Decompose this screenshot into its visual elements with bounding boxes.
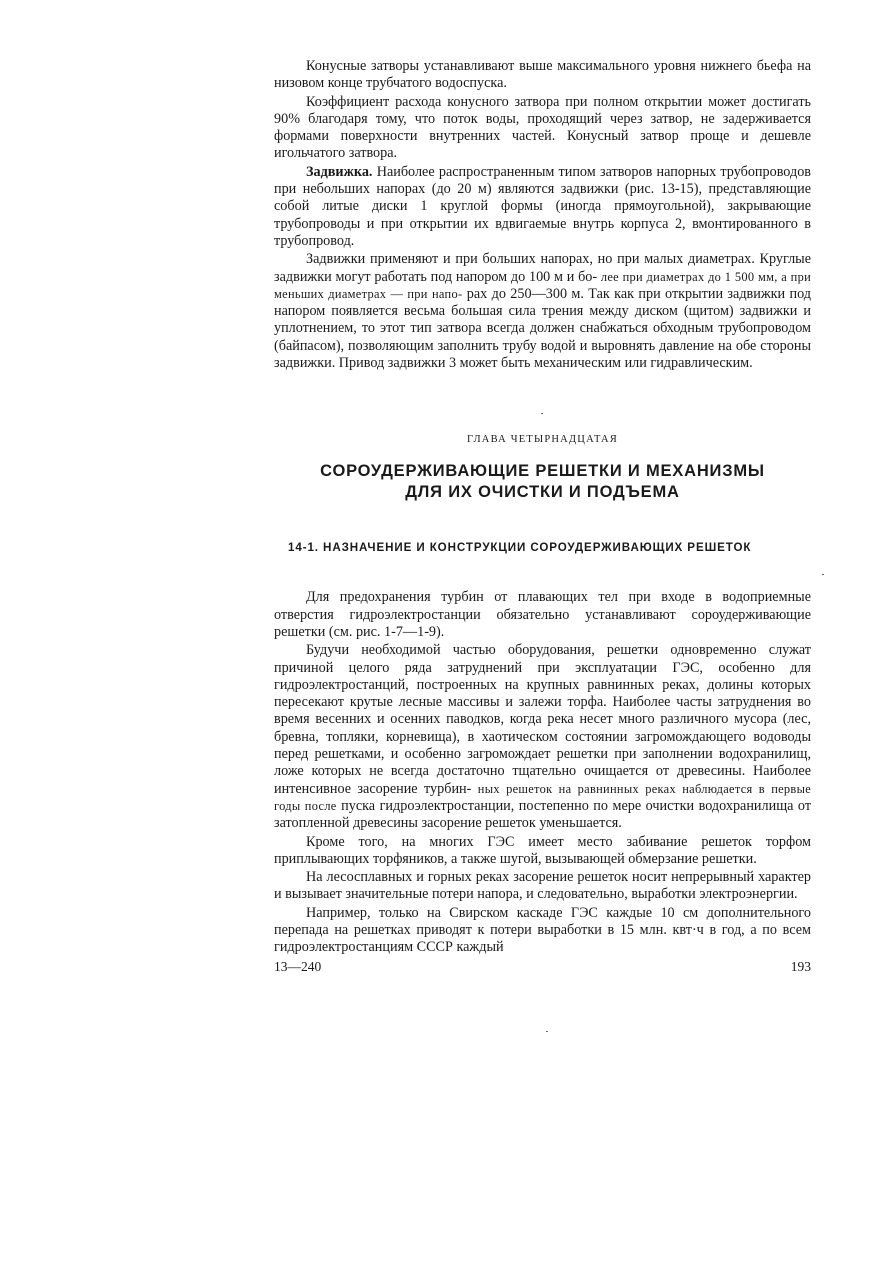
difficulties-text-b: пуска гидроэлектростанции, постепенно по мере очистки водохранилища от затопленной древесины засорение решеток уменьшается. bbox=[274, 797, 812, 832]
chapter-title-line-2: ДЛЯ ИХ ОЧИСТКИ И ПОДЪЕМА bbox=[405, 483, 680, 502]
gate-pressure-text-small: лее при диаметрах до 1 500 мм, а при меньших диаметрах — при напо- bbox=[274, 269, 811, 301]
paragraph-gate-valve-pressure bbox=[274, 251, 811, 372]
difficulties-text-small: ных решеток на равнинных реках наблюдается в первые годы после bbox=[274, 781, 812, 813]
gate-pressure-text-a: Задвижки применяют и при больших напорах, но при малых диаметрах. Круглые задвижки могут работать под напором до 100 м и бо- bbox=[274, 251, 811, 285]
paragraph-peat: Кроме того, на многих ГЭС имеет место забивание решеток торфом приплывающих торфяников, а также шугой, вызывающей обмерзание решетки. bbox=[274, 833, 811, 867]
scan-speck bbox=[822, 574, 824, 575]
paragraph-gate-valve bbox=[274, 164, 811, 250]
paragraph-cone-gates: Конусные затворы устанавливают выше максимального уровня нижнего бьефа на низовом конце трубчатого водоспуска. bbox=[274, 58, 811, 92]
paragraph-difficulties bbox=[274, 642, 811, 832]
document-page bbox=[274, 58, 811, 975]
term-gate-valve: Задвижка. bbox=[306, 163, 373, 180]
paragraph-cone-coefficient: Коэффициент расхода конусного затвора при полном открытии может достигать 90% благодаря тому, что поток воды, проходящий через затвор, не задерживается формами поверхности внутренних частей. Конусный затвор проще и дешевле игольчатого затвора. bbox=[274, 93, 811, 162]
paragraph-timber-rivers: На лесосплавных и горных реках засорение решеток носит непрерывный характер и вызывает значительные потери напора, и следовательно, выработки электроэнергии. bbox=[274, 869, 811, 903]
page-footer bbox=[274, 959, 811, 975]
chapter-label: ГЛАВА ЧЕТЫРНАДЦАТАЯ bbox=[466, 434, 619, 446]
chapter-title-line-1: СОРОУДЕРЖИВАЮЩИЕ РЕШЕТКИ И МЕХАНИЗМЫ bbox=[320, 462, 765, 481]
section-body bbox=[274, 589, 811, 956]
scan-speck bbox=[546, 1031, 548, 1032]
difficulties-text-a: Будучи необходимой частью оборудования, решетки одновременно служат причиной целого ряда затруднений при эксплуатации ГЭС, особенно для гидроэлектростанций, построенных на крупных равнинных реках, долины которых пересекают крутые лесные массивы и залежи торфа. Наиболее часты затруднения во время весенних и осенних паводков, когда река несет много различного мусора (лес, бревна, топляки, корневища), в хаотическом состоянии загромождающего водоводы перед решетками, и особенно загромождает решетки при заполнении водохранилищ, ложе которых не всегда достаточно тщательно очищается от древесины. Наиболее интенсивное засорение турбин- bbox=[274, 642, 811, 797]
paragraph-svir-example: Например, только на Свирском каскаде ГЭС каждые 10 см дополнительного перепада на решетках приводят к потери выработки в 15 млн. квт·ч в год, а по всем гидроэлектростанциям СССР каждый bbox=[274, 904, 811, 956]
chapter-title bbox=[274, 461, 811, 503]
paragraph-purpose: Для предохранения турбин от плавающих тел при входе в водоприемные отверстия гидроэлектростанции обязательно устанавливают сороудерживающие решетки (см. рис. 1-7—1-9). bbox=[274, 589, 811, 640]
gate-pressure-text-b: рах до 250—300 м. Так как при открытии задвижки под напором появляется весьма большая сила трения между диском (щитом) задвижки и уплотнением, то этот тип затвора всегда должен снабжаться обходным трубопроводом (байпасом), позволяющим заполнить трубу водой и выровнять давление на обе стороны задвижки. Привод задвижки 3 может быть механическим или гидравлическим. bbox=[274, 285, 811, 372]
page-number: 193 bbox=[790, 958, 811, 974]
signature-mark: 13—240 bbox=[274, 958, 322, 974]
section-title: 14-1. НАЗНАЧЕНИЕ И КОНСТРУКЦИИ СОРОУДЕРЖИВАЮЩИХ РЕШЕТОК bbox=[288, 541, 752, 555]
scan-speck bbox=[541, 413, 543, 414]
gate-valve-text: Наиболее распространенным типом затворов напорных трубопроводов при небольших напорах (до 20 м) являются задвижки (рис. 13-15), представляющие собой литые диски 1 круглой формы (иногда прямоугольной), закрывающие трубопроводы и при открытии их вдвигаемые внутрь корпуса 2, вмонтированного в трубопровод. bbox=[274, 163, 811, 249]
